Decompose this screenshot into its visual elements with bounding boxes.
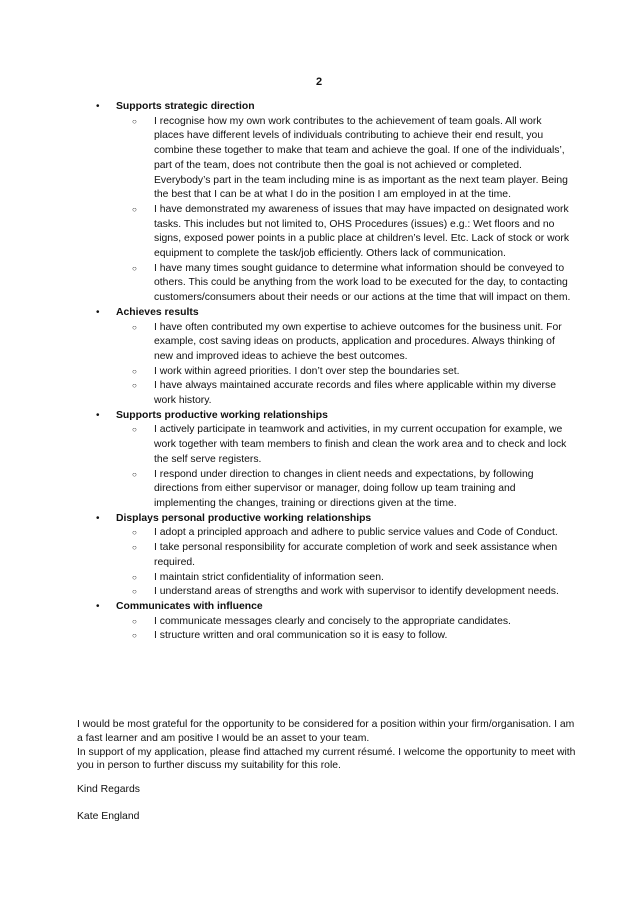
criterion-point [116, 571, 572, 586]
point-text: I adopt a principled approach and adhere to public service values and Code of Conduct. [154, 527, 558, 539]
bullet-icon: • [96, 600, 100, 612]
criterion-point [116, 526, 572, 541]
criterion-point [116, 468, 572, 512]
criterion-point [116, 115, 572, 203]
criterion-point [116, 365, 572, 380]
bullet-icon: • [96, 306, 100, 318]
criterion-point [116, 321, 572, 365]
point-text: I maintain strict confidentiality of information seen. [154, 571, 384, 583]
criterion-title: Achieves results [116, 306, 199, 318]
selection-criteria-list [92, 100, 572, 644]
bullet-icon: • [96, 101, 100, 112]
point-text: I have many times sought guidance to determine what information should be conveyed to others. This could be anything from the work load to be executed for the day, to contacting customers/consumers about their needs or our actions at the time that will impact on them. [154, 262, 571, 304]
criterion-title: Displays personal productive working relationships [116, 512, 372, 524]
circle-bullet-icon: ○ [132, 587, 137, 597]
criterion-title: Communicates with influence [116, 600, 263, 612]
criterion-point [116, 585, 572, 600]
criterion-item [92, 100, 572, 306]
circle-bullet-icon: ○ [132, 366, 137, 376]
point-text: I communicate messages clearly and concisely to the appropriate candidates. [154, 615, 511, 627]
bullet-icon: • [96, 409, 100, 421]
circle-bullet-icon: ○ [132, 425, 137, 435]
point-text: I respond under direction to changes in client needs and expectations, by following directions from either supervisor or manager, doing follow up team training and implementing the changes, training or directions given at the time. [154, 468, 534, 509]
circle-bullet-icon: ○ [132, 528, 137, 538]
circle-bullet-icon: ○ [132, 543, 137, 553]
point-text: I work within agreed priorities. I don’t over step the boundaries set. [154, 365, 460, 377]
point-text: I take personal responsibility for accurate completion of work and seek assistance when required. [154, 542, 558, 568]
point-text: I have often contributed my own expertise to achieve outcomes for the business unit. For example, cost saving ideas on products, application and procedures. Always thinking of new and improved ideas to achieve the best outcomes. [154, 321, 562, 362]
criterion-point [116, 423, 572, 467]
point-text: I recognise how my own work contributes to the achievement of team goals. All work places have different levels of individuals contributing to achieve their end result, you combine these together to make that team and achieve the goal. If one of the individuals’, part of the team, does not contribute then the goal is not achieved or completed. Everybody’s part in the team including mine is as important as the next team player. Being the best that I can be at what I do in the position I am employed in at the time. [154, 115, 568, 201]
criterion-item [92, 600, 572, 644]
circle-bullet-icon: ○ [132, 572, 137, 582]
bullet-icon: • [96, 512, 100, 524]
closing-paragraph: I would be most grateful for the opportunity to be considered for a position within your firm/organisation. I am a fast learner and am positive I would be an asset to your team. [77, 719, 575, 744]
criterion-point [116, 379, 572, 408]
circle-bullet-icon: ○ [132, 381, 137, 391]
point-text: I actively participate in teamwork and activities, in my current occupation for example, we work together with team members to finish and clean the work area and to check and lock the self serve registers. [154, 424, 567, 465]
circle-bullet-icon: ○ [132, 322, 137, 332]
closing-paragraphs [77, 718, 577, 773]
circle-bullet-icon: ○ [132, 631, 137, 641]
sign-off: Kind Regards [77, 784, 140, 795]
point-text: I have demonstrated my awareness of issues that may have impacted on designated work tasks. This includes but not limited to, OHS Procedures (issues) e.g.: Wet floors and no signs, exposed power points in a public place at children’s level. Etc. Lack of stock or work equipment to complete the task/job efficiently. Others lack of communication. [154, 203, 570, 260]
circle-bullet-icon: ○ [132, 616, 137, 626]
circle-bullet-icon: ○ [132, 469, 137, 479]
point-text: I have always maintained accurate records and files where applicable within my diverse work history. [154, 380, 556, 407]
criterion-title: Supports productive working relationships [116, 409, 328, 421]
circle-bullet-icon: ○ [132, 116, 137, 126]
point-text: I structure written and oral communication so it is easy to follow. [154, 630, 448, 642]
criterion-item [92, 512, 572, 600]
criterion-item [92, 409, 572, 512]
circle-bullet-icon: ○ [132, 204, 137, 214]
criterion-point [116, 203, 572, 262]
criterion-point [116, 615, 572, 630]
criterion-point [116, 629, 572, 644]
signature-name: Kate England [77, 811, 140, 822]
criterion-title: Supports strategic direction [116, 101, 255, 112]
closing-paragraph: In support of my application, please find attached my current résumé. I welcome the opportunity to meet with you in person to further discuss my suitability for this role. [77, 746, 576, 772]
point-text: I understand areas of strengths and work with supervisor to identify development needs. [154, 586, 559, 598]
criterion-point [116, 541, 572, 570]
page-number: 2 [315, 76, 323, 88]
criterion-point [116, 262, 572, 306]
criterion-item [92, 306, 572, 409]
circle-bullet-icon: ○ [132, 263, 137, 273]
